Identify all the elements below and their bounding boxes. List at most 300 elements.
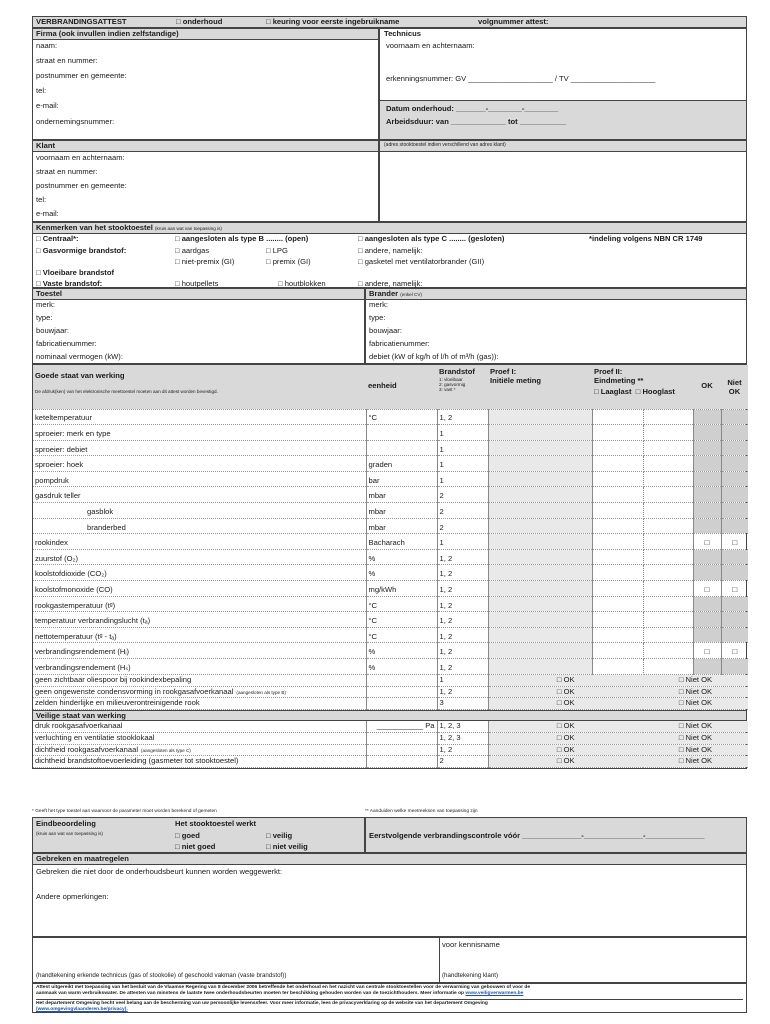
measurement-fuel: 1	[437, 440, 488, 456]
checkbox-keuring[interactable]: □ keuring voor eerste ingebruikname	[266, 17, 400, 26]
proef2-laaglast-value[interactable]	[592, 612, 643, 628]
brander-title: Brander	[369, 289, 399, 298]
check-label-cell	[33, 756, 366, 768]
measurement-row	[33, 643, 748, 659]
checkbox-houtblokken[interactable]: □ houtblokken	[278, 279, 326, 288]
niet-ok-cell	[721, 409, 748, 425]
ok-option[interactable]: □ OK	[488, 744, 643, 756]
klant-naam[interactable]: voornaam en achternaam:	[36, 153, 125, 162]
ok-checkbox[interactable]: □	[704, 538, 710, 548]
proef2-laaglast-value[interactable]	[592, 534, 643, 550]
measurement-unit: %	[366, 549, 437, 565]
measurement-unit: °C	[366, 409, 437, 425]
measurement-table	[33, 365, 748, 675]
measurement-header	[33, 365, 748, 409]
proef2-hooglast-value[interactable]	[643, 471, 693, 487]
check-fuel: 1, 2	[437, 744, 488, 756]
proef2-hooglast-value[interactable]	[643, 487, 693, 503]
proef2-laaglast-value[interactable]	[592, 627, 643, 643]
measurement-row	[33, 425, 748, 441]
proef2-hooglast-value[interactable]	[643, 425, 693, 441]
checkbox-aardgas[interactable]: □ aardgas	[175, 246, 210, 255]
check-label: verluchting en ventilatie stooklokaal	[35, 733, 155, 743]
firma-tel[interactable]: tel:	[36, 86, 47, 95]
measurement-row	[33, 518, 748, 534]
ok-cell	[693, 565, 721, 581]
proef2-hooglast-value[interactable]	[643, 659, 693, 675]
measurement-unit: %	[366, 643, 437, 659]
arbeidsduur[interactable]: Arbeidsduur: van _____________ tot ___________	[386, 117, 567, 126]
gebreken-title: Gebreken en maatregelen	[33, 854, 746, 865]
brandstof-legend-2: 2: gasvormig	[439, 382, 466, 387]
check-fuel: 2	[437, 756, 488, 768]
checkbox-veilig[interactable]: □ veilig	[266, 831, 293, 840]
checkbox-onderhoud[interactable]: □ onderhoud	[176, 17, 223, 26]
firma-ondernemingsnummer[interactable]: ondernemingsnummer:	[36, 117, 115, 126]
check-row	[33, 721, 748, 733]
proef1-value[interactable]	[488, 581, 592, 597]
eind-note: (kruis aan wat van toepassing is)	[36, 831, 103, 836]
checkbox-niet-premix[interactable]: □ niet-premix (GI)	[175, 257, 235, 266]
col-proef1: Proef I:	[490, 367, 517, 376]
measurement-unit: bar	[366, 471, 437, 487]
measurement-label: sproeier: merk en type	[33, 425, 366, 441]
measurement-label: sproeier: hoek	[33, 456, 366, 472]
measurement-label: nettotemperatuur (tᵍ - tₐ)	[33, 627, 366, 643]
niet-ok-cell[interactable]	[721, 581, 748, 597]
ok-cell[interactable]	[693, 581, 721, 597]
measurement-unit	[366, 425, 437, 441]
proef1-value[interactable]	[488, 471, 592, 487]
measurement-fuel: 1, 2	[437, 581, 488, 597]
meting-note: De afdruk(ken) van het elektronische meettoestel moeten aan dit attest worden bevestigd.	[35, 388, 218, 394]
kennisname-label: voor kennisname	[442, 940, 500, 949]
measurement-unit	[366, 440, 437, 456]
andere-opmerkingen[interactable]: Andere opmerkingen:	[36, 892, 109, 901]
measurement-label: keteltemperatuur	[33, 409, 366, 425]
measurement-fuel: 2	[437, 518, 488, 534]
proef1-value[interactable]	[488, 425, 592, 441]
measurement-label: pompdruk	[33, 471, 366, 487]
measurement-unit: mbar	[366, 487, 437, 503]
proef1-value[interactable]	[488, 549, 592, 565]
firma-post[interactable]: postnummer en gemeente:	[36, 71, 127, 80]
check-unit	[366, 733, 437, 745]
footer-text-1b: aanmaak van warm verbruikswater. De attesten van minstens de laatste twee onderhoudsbeurten moeten ter beschikking gehouden worden van de toezichthouders. Meer informatie op	[36, 990, 465, 996]
veilig-table	[33, 721, 748, 768]
measurement-label: temperatuur verbrandingslucht (tₐ)	[33, 612, 366, 628]
proef2-hooglast-value[interactable]	[643, 440, 693, 456]
measurement-fuel: 1, 2	[437, 596, 488, 612]
ok-option[interactable]: □ OK	[488, 721, 643, 733]
measurement-unit: mbar	[366, 503, 437, 519]
check-fuel: 1, 2, 3	[437, 733, 488, 745]
checkbox-houtpellets[interactable]: □ houtpellets	[175, 279, 219, 288]
niet-ok-checkbox[interactable]: □	[732, 538, 738, 548]
eindbeoordeling-section	[32, 817, 365, 853]
checks-table	[33, 675, 748, 710]
veiligverwarmen-link[interactable]: www.veiligverwarmen.be	[465, 990, 524, 996]
proef2-laaglast-value[interactable]	[592, 643, 643, 659]
proef2-hooglast-value[interactable]	[643, 549, 693, 565]
measurement-unit: °C	[366, 612, 437, 628]
col-proef2-sub: Eindmeting **	[594, 375, 644, 385]
ok-cell	[693, 487, 721, 503]
proef1-value[interactable]	[488, 440, 592, 456]
check-unit	[366, 686, 437, 698]
proef2-hooglast-value[interactable]	[643, 518, 693, 534]
measurement-fuel: 1	[437, 456, 488, 472]
ok-cell	[693, 549, 721, 565]
footer-text-2: Het departement Omgeving hecht veel belang aan de bescherming van uw persoonlijke levenssfeer. Voor meer informatie, lees de privacyverklaring op de website van het departement Omgeving	[36, 999, 743, 1007]
measurement-row	[33, 534, 748, 550]
checkbox-niet-goed[interactable]: □ niet goed	[175, 842, 216, 851]
niet-ok-cell	[721, 627, 748, 643]
check-note: (aangesloten als type B)	[236, 689, 286, 695]
proef1-value[interactable]	[488, 456, 592, 472]
signature-section	[32, 937, 747, 983]
checkbox-andere-gas[interactable]: □ andere, namelijk:	[358, 246, 423, 255]
check-label: dichtheid rookgasafvoerkanaal	[35, 744, 139, 754]
measurement-row	[33, 565, 748, 581]
check-label: geen zichtbaar oliespoor bij rookindexbepaling	[35, 674, 192, 684]
niet-ok-option[interactable]: □ Niet OK	[643, 698, 748, 710]
niet-ok-checkbox[interactable]: □	[732, 647, 738, 657]
firma-straat[interactable]: straat en nummer:	[36, 56, 98, 65]
ok-checkbox[interactable]: □	[704, 584, 710, 594]
proef2-laaglast-value[interactable]	[592, 440, 643, 456]
check-unit	[366, 698, 437, 710]
niet-ok-cell	[721, 471, 748, 487]
proef2-laaglast-value[interactable]	[592, 581, 643, 597]
checkbox-premix[interactable]: □ premix (GI)	[266, 257, 311, 266]
ok-cell	[693, 612, 721, 628]
klant-straat[interactable]: straat en nummer:	[36, 167, 98, 176]
kenmerken-section	[32, 222, 747, 288]
niet-ok-checkbox[interactable]: □	[732, 584, 738, 594]
firma-title: Firma (ook invullen indien zelfstandige)	[33, 29, 378, 40]
check-fuel: 3	[437, 698, 488, 710]
ok-cell	[693, 627, 721, 643]
ok-option[interactable]: □ OK	[488, 686, 643, 698]
footnote-2: ** Aanduiden welke meetreeksen van toepassing zijn	[365, 809, 478, 814]
niet-ok-cell	[721, 456, 748, 472]
klant-post[interactable]: postnummer en gemeente:	[36, 181, 127, 190]
brander-section	[365, 288, 747, 364]
volgnummer-label: volgnummer attest:	[478, 17, 549, 26]
check-label: geen ongewenste condensvorming in rookgasafvoerkanaal	[35, 686, 234, 696]
measurement-unit: mbar	[366, 518, 437, 534]
brandstof-legend-1: 1: vloeibaar	[439, 376, 463, 382]
footer	[32, 983, 747, 1013]
col-proef1-sub: Initiële meting	[490, 375, 542, 385]
ok-cell	[693, 503, 721, 519]
niet-ok-cell[interactable]	[721, 534, 748, 550]
proef2-hooglast-value[interactable]	[643, 409, 693, 425]
col-proef2: Proef II:	[594, 367, 623, 376]
niet-ok-cell	[721, 425, 748, 441]
proef1-value[interactable]	[488, 659, 592, 675]
eind-werkt: Het stooktoestel werkt	[175, 819, 257, 828]
measurement-unit: °C	[366, 596, 437, 612]
klant-email[interactable]: e-mail:	[36, 209, 59, 218]
brander-type[interactable]: type:	[369, 313, 386, 322]
signature-klant[interactable]: (handtekening klant)	[442, 972, 499, 979]
proef2-hooglast-value[interactable]	[643, 565, 693, 581]
proef2-hooglast-value[interactable]	[643, 612, 693, 628]
check-label-cell	[33, 698, 366, 710]
proef2-hooglast-value[interactable]	[643, 456, 693, 472]
measurement-fuel: 1	[437, 471, 488, 487]
niet-ok-cell	[721, 596, 748, 612]
check-label: druk rookgasafvoerkanaal	[35, 721, 123, 731]
measurement-label: zuurstof (O₂)	[33, 549, 366, 565]
stookadres-note: (adres stooktoestel indien verschillend van adres klant)	[380, 141, 746, 152]
measurement-unit: °C	[366, 627, 437, 643]
measurement-row	[33, 503, 748, 519]
niet-ok-option[interactable]: □ Niet OK	[643, 675, 748, 687]
checkbox-niet-veilig[interactable]: □ niet veilig	[266, 842, 308, 851]
proef2-laaglast-value[interactable]	[592, 659, 643, 675]
proef2-laaglast-value[interactable]	[592, 565, 643, 581]
measurement-unit: mg/kWh	[366, 581, 437, 597]
measurement-row	[33, 456, 748, 472]
proef2-laaglast-value[interactable]	[592, 456, 643, 472]
measurement-fuel: 2	[437, 503, 488, 519]
col-eenheid: eenheid	[366, 365, 437, 409]
kenmerken-note: (kruis aan wat van toepassing is)	[155, 226, 222, 231]
firma-naam[interactable]: naam:	[36, 41, 58, 50]
stookadres-section[interactable]	[379, 140, 747, 222]
check-row	[33, 756, 748, 768]
proef2-hooglast-value[interactable]	[643, 503, 693, 519]
ok-checkbox[interactable]: □	[704, 647, 710, 657]
measurement-unit: graden	[366, 456, 437, 472]
checkbox-hooglast[interactable]: □ Hooglast	[635, 387, 675, 397]
ok-cell	[693, 409, 721, 425]
eind-title: Eindbeoordeling	[36, 819, 96, 828]
proef2-hooglast-value[interactable]	[643, 643, 693, 659]
niet-ok-option[interactable]: □ Niet OK	[643, 756, 748, 768]
measurement-label: verbrandingsrendement (Hᵢ)	[33, 643, 366, 659]
niet-ok-option[interactable]: □ Niet OK	[643, 733, 748, 745]
toestel-vermogen[interactable]: nominaal vermogen (kW):	[36, 352, 123, 361]
check-label-cell	[33, 675, 366, 687]
proef1-value[interactable]	[488, 534, 592, 550]
measurement-row	[33, 409, 748, 425]
proef2-laaglast-value[interactable]	[592, 518, 643, 534]
toestel-title: Toestel	[33, 289, 364, 300]
proef1-value[interactable]	[488, 518, 592, 534]
measurement-row	[33, 549, 748, 565]
check-label-cell	[33, 686, 366, 698]
firma-email[interactable]: e-mail:	[36, 101, 59, 110]
niet-ok-option[interactable]: □ Niet OK	[643, 721, 748, 733]
measurement-label: rookindex	[33, 534, 366, 550]
col-brandstof: Brandstof	[439, 367, 475, 376]
checkbox-gasketel[interactable]: □ gasketel met ventilatorbrander (GII)	[358, 257, 485, 266]
check-fuel: 1, 2	[437, 686, 488, 698]
check-fuel: 1, 2, 3	[437, 721, 488, 733]
technicus-naam[interactable]: voornaam en achternaam:	[386, 41, 475, 50]
measurement-fuel: 1, 2	[437, 627, 488, 643]
ok-cell	[693, 596, 721, 612]
check-unit	[366, 675, 437, 687]
proef1-value[interactable]	[488, 627, 592, 643]
brandstof-legend-3: 3: vast *	[439, 387, 456, 393]
toestel-bouwjaar[interactable]: bouwjaar:	[36, 326, 69, 335]
check-fuel: 1	[437, 675, 488, 687]
proef1-value[interactable]	[488, 409, 592, 425]
niet-ok-cell	[721, 565, 748, 581]
proef2-laaglast-value[interactable]	[592, 471, 643, 487]
checkbox-andere-vast[interactable]: □ andere, namelijk:	[358, 279, 423, 288]
checkbox-type-b[interactable]: □ aangesloten als type B ........ (open)	[175, 234, 309, 243]
form-header	[32, 16, 747, 28]
measurement-label: koolstofmonoxide (CO)	[33, 581, 366, 597]
proef2-laaglast-value[interactable]	[592, 503, 643, 519]
ok-option[interactable]: □ OK	[488, 698, 643, 710]
ok-cell	[693, 425, 721, 441]
proef2-laaglast-value[interactable]	[592, 596, 643, 612]
proef2-laaglast-value[interactable]	[592, 409, 643, 425]
ok-cell[interactable]	[693, 534, 721, 550]
niet-ok-cell	[721, 503, 748, 519]
privacy-link[interactable]: (www.omgevingvlaanderen.be/privacy).	[36, 1006, 128, 1012]
gebreken-text[interactable]: Gebreken die niet door de onderhoudsbeurt kunnen worden weggewerkt:	[36, 867, 283, 876]
measurement-fuel: 1, 2	[437, 549, 488, 565]
measurement-row	[33, 627, 748, 643]
check-label-cell	[33, 721, 366, 733]
niet-ok-cell	[721, 612, 748, 628]
measurement-row	[33, 487, 748, 503]
measurement-fuel: 1, 2	[437, 565, 488, 581]
ok-option[interactable]: □ OK	[488, 756, 643, 768]
checkbox-centraal[interactable]: □ Centraal*:	[36, 234, 79, 243]
datum-onderhoud[interactable]: Datum onderhoud: _______-________-________	[386, 104, 559, 113]
proef1-value[interactable]	[488, 643, 592, 659]
measurement-fuel: 1, 2	[437, 409, 488, 425]
firma-section	[32, 28, 379, 140]
klant-tel[interactable]: tel:	[36, 195, 47, 204]
measurement-label: rookgastemperatuur (tᵍ)	[33, 596, 366, 612]
ok-option[interactable]: □ OK	[488, 675, 643, 687]
measurement-row	[33, 581, 748, 597]
ok-cell	[693, 518, 721, 534]
check-row	[33, 675, 748, 687]
toestel-merk[interactable]: merk:	[36, 300, 55, 309]
veilig-title: Veilige staat van werking	[33, 710, 746, 721]
ok-cell	[693, 471, 721, 487]
check-unit[interactable]: ___________ Pa	[366, 721, 437, 733]
controle-section	[365, 817, 747, 853]
proef2-hooglast-value[interactable]	[643, 627, 693, 643]
measurement-label: sproeier: debiet	[33, 440, 366, 456]
measurement-label: branderbed	[33, 518, 366, 534]
toestel-fabricatie[interactable]: fabricatienummer:	[36, 339, 97, 348]
indeling-note: *indeling volgens NBN CR 1749	[589, 234, 703, 243]
proef1-value[interactable]	[488, 612, 592, 628]
proef1-value[interactable]	[488, 596, 592, 612]
check-label: zelden hinderlijke en milieuverontreinigende rook	[35, 698, 200, 708]
ok-option[interactable]: □ OK	[488, 733, 643, 745]
toestel-section	[32, 288, 365, 364]
kenmerken-title: Kenmerken van het stooktoestel	[36, 223, 153, 232]
checkbox-vloeibaar[interactable]: □ Vloeibare brandstof	[36, 268, 115, 277]
toestel-type[interactable]: type:	[36, 313, 53, 322]
proef2-hooglast-value[interactable]	[643, 581, 693, 597]
check-row	[33, 698, 748, 710]
check-note: (aangesloten als type C)	[141, 747, 191, 753]
measurement-unit: %	[366, 565, 437, 581]
checkbox-vast[interactable]: □ Vaste brandstof:	[36, 279, 103, 288]
checkbox-gas[interactable]: □ Gasvormige brandstof:	[36, 246, 127, 255]
check-unit	[366, 756, 437, 768]
niet-ok-option[interactable]: □ Niet OK	[643, 686, 748, 698]
footnote-1: * Geeft het type toestel aan waarvoor de parameter moet worden berekend of gemeten	[32, 809, 217, 814]
measurement-label: verbrandingsrendement (Hₛ)	[33, 659, 366, 675]
measurement-fuel: 1, 2	[437, 659, 488, 675]
proef1-value[interactable]	[488, 565, 592, 581]
brander-fabricatie[interactable]: fabricatienummer:	[369, 339, 430, 348]
ok-cell	[693, 456, 721, 472]
measurement-row	[33, 440, 748, 456]
measurement-label: gasblok	[33, 503, 366, 519]
niet-ok-cell[interactable]	[721, 643, 748, 659]
proef2-laaglast-value[interactable]	[592, 487, 643, 503]
proef2-hooglast-value[interactable]	[643, 596, 693, 612]
measurement-section	[32, 364, 747, 769]
signature-technicus[interactable]: (handtekening erkende technicus (gas of stookolie) of geschoold vakman (vaste brandstof))	[36, 972, 287, 979]
check-label: dichtheid brandstoftoevoerleiding (gasmeter tot stooktoestel)	[35, 756, 239, 766]
technicus-erkenning[interactable]: erkenningsnummer: GV ____________________ / TV ____________________	[386, 74, 656, 83]
ok-cell	[693, 659, 721, 675]
proef2-laaglast-value[interactable]	[592, 425, 643, 441]
check-label-cell	[33, 733, 366, 745]
measurement-fuel: 1	[437, 534, 488, 550]
proef1-value[interactable]	[488, 503, 592, 519]
measurement-label: koolstofdioxide (CO₂)	[33, 565, 366, 581]
checkbox-lpg[interactable]: □ LPG	[266, 246, 288, 255]
niet-ok-cell	[721, 487, 748, 503]
measurement-unit: %	[366, 659, 437, 675]
measurement-row	[33, 596, 748, 612]
eerstvolgende-controle[interactable]: Eerstvolgende verbrandingscontrole vóór ______________-______________-______________	[369, 831, 705, 840]
ok-cell	[693, 440, 721, 456]
col-niet-ok: Niet OK	[721, 365, 748, 409]
check-row	[33, 744, 748, 756]
brander-merk[interactable]: merk:	[369, 300, 388, 309]
form-title: VERBRANDINGSATTEST	[36, 17, 127, 26]
check-row	[33, 733, 748, 745]
proef2-hooglast-value[interactable]	[643, 534, 693, 550]
ok-cell[interactable]	[693, 643, 721, 659]
checkbox-laaglast[interactable]: □ Laaglast	[594, 387, 632, 397]
niet-ok-option[interactable]: □ Niet OK	[643, 744, 748, 756]
proef1-value[interactable]	[488, 487, 592, 503]
proef2-laaglast-value[interactable]	[592, 549, 643, 565]
checkbox-type-c[interactable]: □ aangesloten als type C ........ (gesloten)	[358, 234, 505, 243]
brander-debiet[interactable]: debiet (kW of kg/h of l/h of m³/h (gas)):	[369, 352, 499, 361]
measurement-row	[33, 471, 748, 487]
brander-bouwjaar[interactable]: bouwjaar:	[369, 326, 402, 335]
technicus-title: Technicus	[384, 29, 421, 38]
checkbox-goed[interactable]: □ goed	[175, 831, 200, 840]
check-row	[33, 686, 748, 698]
meting-title: Goede staat van werking	[35, 371, 125, 380]
footer-text-1: Attest uitgereikt met toepassing van het besluit van de Vlaamse Regering van 8 december 2006 betreffende het onderhoud en het nazicht van centrale stooktoestellen voor de verwarming van gebouwen of voor de	[36, 985, 531, 990]
niet-ok-cell	[721, 659, 748, 675]
